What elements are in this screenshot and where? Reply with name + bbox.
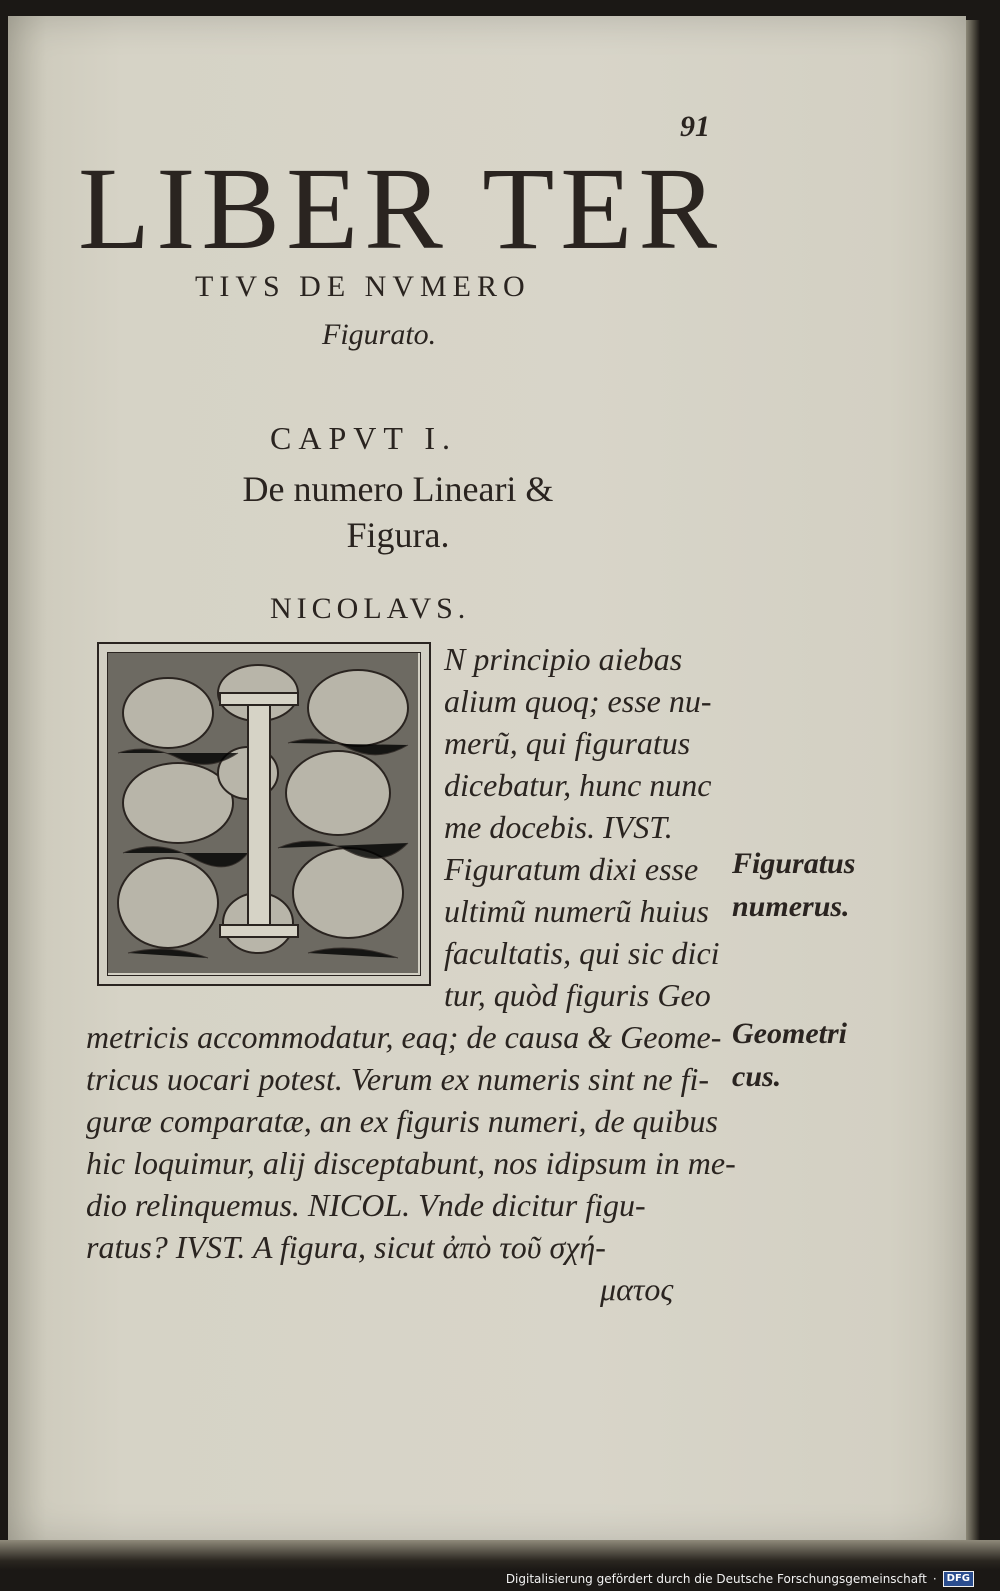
book-title-line2: TIVS DE NVMERO <box>195 270 531 303</box>
speaker-name: NICOLAVS. <box>270 592 471 625</box>
text-line: hic loquimur, alij disceptabunt, nos idipsum in me- <box>86 1145 736 1181</box>
text-line: guræ comparatæ, an ex figuris numeri, de quibus <box>86 1103 718 1139</box>
text-line: dio relinquemus. NICOL. Vnde dicitur figu- <box>86 1187 646 1223</box>
footer-separator: · <box>932 1572 937 1586</box>
page-edge-right <box>966 20 980 1540</box>
book-title: LIBER TER <box>78 143 724 274</box>
margin-note: Geometri <box>732 1017 847 1050</box>
digitization-footer <box>506 1569 974 1589</box>
footer-credit: Digitalisierung gefördert durch die Deutsche Forschungsgemeinschaft <box>505 1572 927 1586</box>
text-line: dicebatur, hunc nunc <box>444 767 712 803</box>
text-line: facultatis, qui sic dici <box>444 935 720 971</box>
text-line: N principio aiebas <box>444 641 683 677</box>
text-line: ματος <box>600 1271 674 1307</box>
decorated-initial <box>97 642 431 986</box>
dfg-logo: DFG <box>943 1571 974 1587</box>
text-line: metricis accommodatur, eaq; de causa & Geome- <box>86 1019 722 1055</box>
text-line: ultimũ numerũ huius <box>444 893 709 929</box>
page-number: 91 <box>680 110 710 143</box>
chapter-title: De numero Lineari & Figura. <box>242 469 554 555</box>
text-line: tricus uocari potest. Verum ex numeris sint ne fi- <box>86 1061 710 1097</box>
page-edge-bottom <box>0 1540 1000 1570</box>
text-line: tur, quòd figuris Geo <box>444 977 711 1013</box>
margin-note: cus. <box>732 1060 782 1093</box>
margin-note: Figuratus <box>732 847 856 880</box>
text-line: merũ, qui figuratus <box>444 725 691 761</box>
margin-note: numerus. <box>732 890 850 923</box>
book-title-line3: Figurato. <box>322 318 437 351</box>
woodcut-ornament <box>107 652 421 976</box>
text-line: alium quoq; esse nu- <box>444 683 712 719</box>
text-line: me docebis. IVST. <box>444 809 673 845</box>
chapter-heading: CAPVT I. <box>270 420 457 456</box>
text-line: ratus? IVST. A figura, sicut ἀπὸ τοῦ σχή- <box>86 1229 606 1265</box>
text-line: Figuratum dixi esse <box>444 851 699 887</box>
